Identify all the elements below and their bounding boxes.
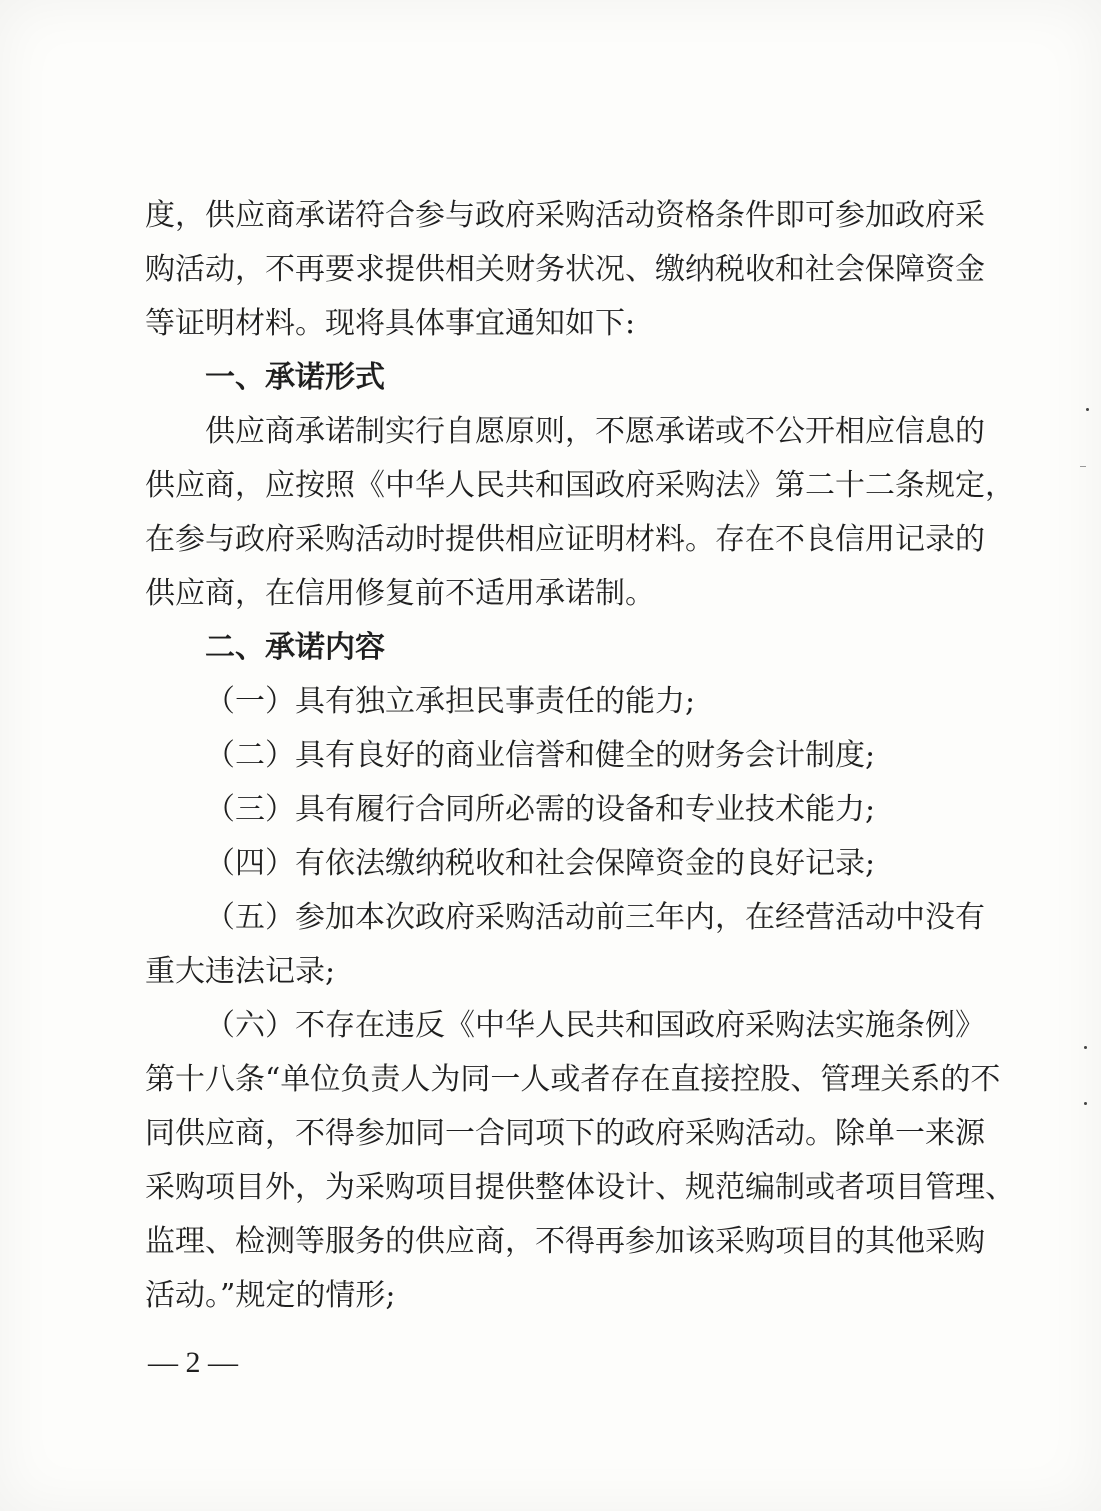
list-item-6: （六）不存在违反《中华人民共和国政府采购法实施条例》 [205,1008,985,1043]
scan-speck [1084,1046,1087,1049]
list-item-4: （四）有依法缴纳税收和社会保障资金的良好记录; [205,846,876,881]
list-item-5-continued: 重大违法记录; [145,954,336,989]
scan-speck [1080,466,1086,467]
list-item-6-continued: 采购项目外，为采购项目提供整体设计、规范编制或者项目管理、 [145,1170,1015,1205]
list-item-6-continued: 第十八条“单位负责人为同一人或者存在直接控股、管理关系的不 [145,1062,1001,1097]
body-text-line: 供应商承诺制实行自愿原则，不愿承诺或不公开相应信息的 [205,414,985,449]
body-text-line: 在参与政府采购活动时提供相应证明材料。存在不良信用记录的 [145,522,985,557]
list-item-5: （五）参加本次政府采购活动前三年内，在经营活动中没有 [205,900,985,935]
body-text-line: 度，供应商承诺符合参与政府采购活动资格条件即可参加政府采 [145,198,985,233]
section-heading-commitment-content: 二、承诺内容 [205,630,385,665]
list-item-6-continued: 活动。”规定的情形; [145,1278,396,1313]
list-item-2: （二）具有良好的商业信誉和健全的财务会计制度; [205,738,876,773]
scan-speck [1086,408,1089,411]
section-heading-commitment-form: 一、承诺形式 [205,360,385,395]
list-item-1: （一）具有独立承担民事责任的能力; [205,684,696,719]
list-item-6-continued: 监理、检测等服务的供应商，不得再参加该采购项目的其他采购 [145,1224,985,1259]
body-text-line: 供应商，在信用修复前不适用承诺制。 [145,576,655,611]
scan-speck [1084,1102,1087,1105]
body-text-line: 购活动，不再要求提供相关财务状况、缴纳税收和社会保障资金 [145,252,985,287]
page-number: — 2 — [148,1346,238,1379]
body-text-line: 等证明材料。现将具体事宜通知如下: [145,306,636,341]
list-item-3: （三）具有履行合同所必需的设备和专业技术能力; [205,792,876,827]
body-text-line: 供应商，应按照《中华人民共和国政府采购法》第二十二条规定， [145,468,1015,503]
list-item-6-continued: 同供应商，不得参加同一合同项下的政府采购活动。除单一来源 [145,1116,985,1151]
